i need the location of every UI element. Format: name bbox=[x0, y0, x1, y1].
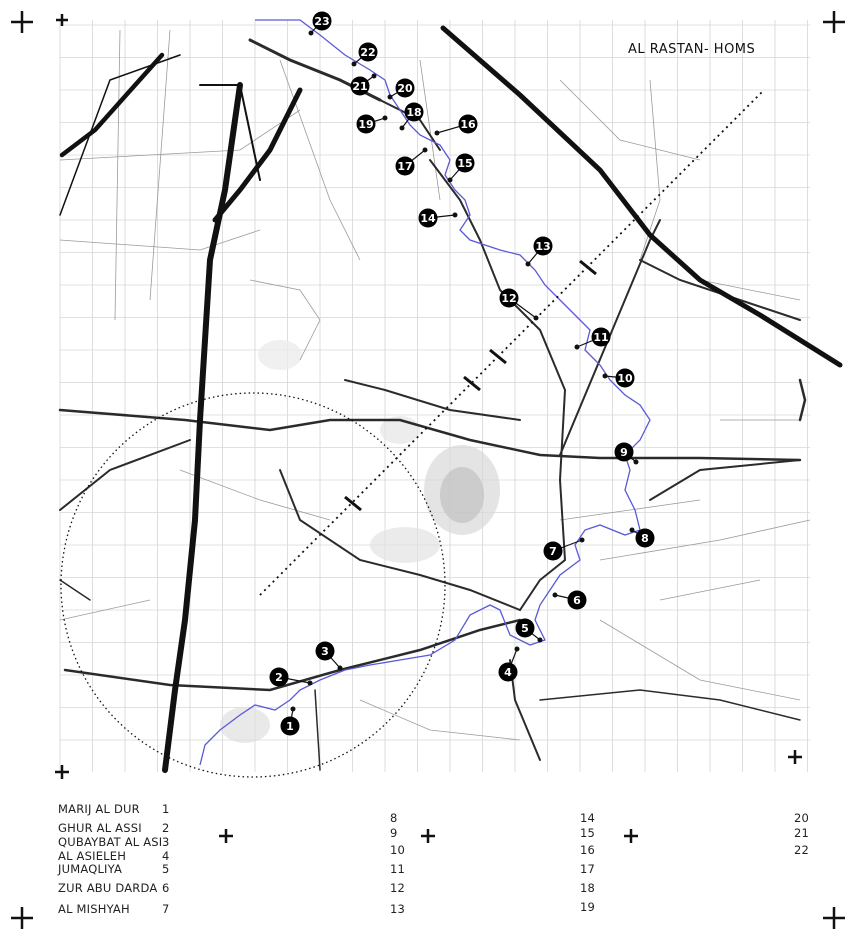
legend-number: 7 bbox=[162, 902, 170, 916]
marker-number: 13 bbox=[535, 240, 551, 253]
marker-number: 11 bbox=[593, 331, 609, 344]
marker-5 bbox=[516, 619, 543, 643]
marker-3 bbox=[316, 642, 343, 671]
marker-point bbox=[526, 262, 531, 267]
legend-number: 18 bbox=[580, 881, 596, 895]
legend-number: 6 bbox=[162, 881, 170, 895]
marker-21 bbox=[351, 74, 377, 96]
legend-number: 2 bbox=[162, 821, 170, 835]
marker-14 bbox=[419, 209, 458, 228]
marker-point bbox=[338, 666, 343, 671]
legend-item: QUBAYBAT AL ASI bbox=[58, 835, 163, 849]
legend-number: 12 bbox=[390, 881, 406, 895]
legend-number: 19 bbox=[580, 900, 596, 914]
marker-number: 22 bbox=[360, 46, 376, 59]
cross-mark bbox=[823, 11, 845, 33]
cross-mark bbox=[56, 14, 68, 26]
marker-8 bbox=[630, 528, 655, 548]
marker-number: 9 bbox=[620, 446, 628, 459]
marker-point bbox=[423, 148, 428, 153]
marker-point bbox=[515, 647, 520, 652]
terrain-hills bbox=[220, 340, 500, 743]
legend-number: 8 bbox=[390, 811, 398, 825]
marker-point bbox=[372, 74, 377, 79]
marker-number: 19 bbox=[358, 118, 374, 131]
marker-15 bbox=[448, 154, 475, 183]
marker-point bbox=[383, 116, 388, 121]
cross-mark bbox=[11, 907, 33, 929]
legend-number: 5 bbox=[162, 862, 170, 876]
marker-number: 8 bbox=[641, 532, 649, 545]
marker-point bbox=[400, 126, 405, 131]
marker-number: 20 bbox=[397, 82, 413, 95]
marker-point bbox=[453, 213, 458, 218]
marker-10 bbox=[603, 369, 635, 388]
legend-number: 10 bbox=[390, 843, 406, 857]
marker-number: 15 bbox=[457, 157, 473, 170]
settlement-markers bbox=[270, 12, 655, 736]
marker-number: 18 bbox=[406, 106, 422, 119]
legend-item: JUMAQLIYA bbox=[58, 862, 123, 876]
marker-point bbox=[630, 528, 635, 533]
marker-point bbox=[538, 638, 543, 643]
legend-item: AL MISHYAH bbox=[58, 902, 130, 916]
marker-number: 4 bbox=[504, 666, 512, 679]
marker-number: 23 bbox=[314, 15, 330, 28]
marker-point bbox=[435, 131, 440, 136]
legend-item: MARIJ AL DUR bbox=[58, 802, 140, 816]
cross-mark bbox=[55, 765, 69, 779]
map-title: AL RASTAN- HOMS bbox=[628, 42, 756, 57]
legend-number: 16 bbox=[580, 843, 596, 857]
marker-point bbox=[580, 538, 585, 543]
marker-point bbox=[575, 345, 580, 350]
legend-number: 3 bbox=[162, 835, 170, 849]
marker-number: 14 bbox=[420, 212, 436, 225]
marker-22 bbox=[352, 43, 378, 67]
marker-6 bbox=[553, 591, 587, 610]
cross-mark bbox=[11, 11, 33, 33]
marker-number: 5 bbox=[521, 622, 529, 635]
marker-number: 10 bbox=[617, 372, 633, 385]
legend-item: ZUR ABU DARDA bbox=[58, 881, 158, 895]
marker-point bbox=[634, 460, 639, 465]
marker-point bbox=[553, 593, 558, 598]
legend-number: 14 bbox=[580, 811, 596, 825]
marker-point bbox=[352, 62, 357, 67]
marker-number: 17 bbox=[397, 160, 413, 173]
marker-number: 16 bbox=[460, 118, 476, 131]
legend-number: 4 bbox=[162, 849, 170, 863]
marker-1 bbox=[281, 707, 300, 736]
marker-number: 12 bbox=[501, 292, 517, 305]
cross-mark bbox=[421, 829, 435, 843]
legend-number: 1 bbox=[162, 802, 170, 816]
legend-number: 17 bbox=[580, 862, 596, 876]
legend-item: GHUR AL ASSI bbox=[58, 821, 142, 835]
legend-number: 21 bbox=[794, 826, 810, 840]
marker-point bbox=[534, 316, 539, 321]
minor-roads bbox=[60, 30, 810, 740]
marker-point bbox=[309, 31, 314, 36]
marker-point bbox=[291, 707, 296, 712]
cross-mark bbox=[788, 750, 802, 764]
marker-19 bbox=[357, 115, 388, 134]
legend-number: 15 bbox=[580, 826, 596, 840]
marker-16 bbox=[435, 115, 478, 136]
legend-number: 11 bbox=[390, 862, 406, 876]
marker-number: 6 bbox=[573, 594, 581, 607]
legend-item: AL ASIELEH bbox=[58, 849, 127, 863]
marker-20 bbox=[388, 79, 415, 100]
legend-number: 20 bbox=[794, 811, 810, 825]
marker-point bbox=[388, 95, 393, 100]
marker-number: 2 bbox=[275, 671, 283, 684]
marker-number: 1 bbox=[286, 720, 294, 733]
marker-number: 3 bbox=[321, 645, 329, 658]
legend-number: 9 bbox=[390, 826, 398, 840]
marker-number: 7 bbox=[549, 545, 557, 558]
marker-17 bbox=[396, 148, 428, 176]
legend-number: 22 bbox=[794, 843, 810, 857]
cross-mark bbox=[823, 907, 845, 929]
marker-point bbox=[308, 681, 313, 686]
marker-4 bbox=[499, 647, 520, 682]
marker-number: 21 bbox=[352, 80, 368, 93]
marker-13 bbox=[526, 237, 553, 267]
cross-mark bbox=[219, 829, 233, 843]
legend-number: 13 bbox=[390, 902, 406, 916]
marker-point bbox=[448, 178, 453, 183]
marker-12 bbox=[500, 289, 539, 321]
marker-point bbox=[603, 374, 608, 379]
cross-mark bbox=[624, 829, 638, 843]
